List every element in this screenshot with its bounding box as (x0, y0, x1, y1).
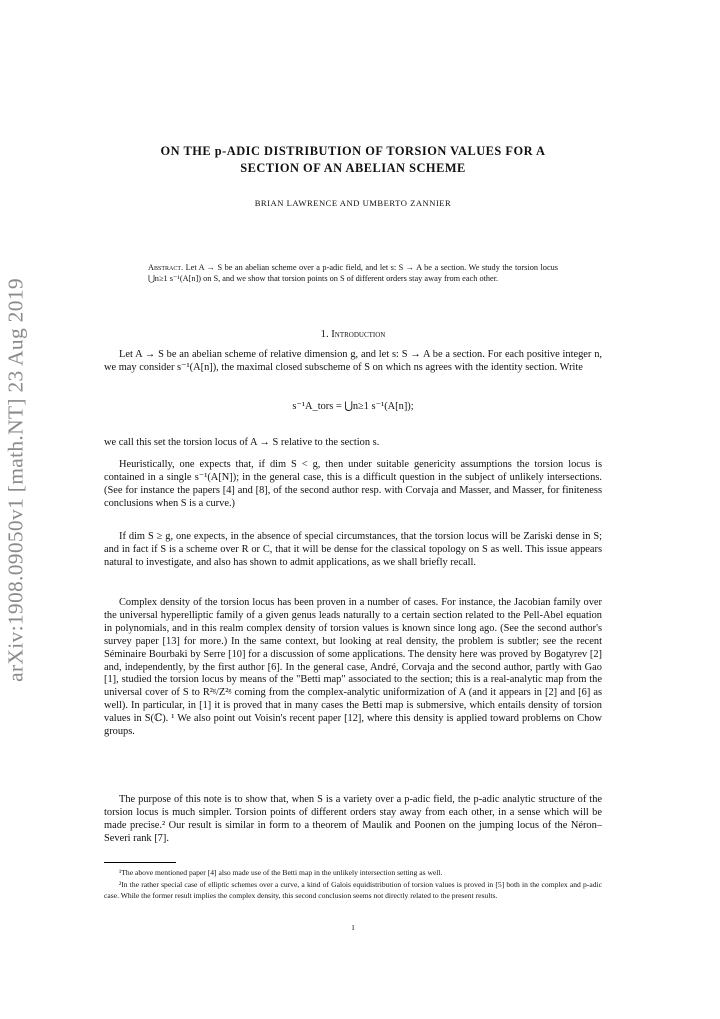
title-line-1: ON THE p-ADIC DISTRIBUTION OF TORSION VALUES FOR A (160, 144, 546, 158)
abstract-text: Let A → S be an abelian scheme over a p-adic field, and let s: S → A be a section. We study the torsion locus ⋃n≥1 s⁻¹(A[n]) on S, and we show that torsion points on S of different orders stay away from each other. (148, 263, 558, 283)
paragraph-density: If dim S ≥ g, one expects, in the absence of special circumstances, that the torsion locus will be Zariski dense in S; and in fact if S is a scheme over R or C, that it will be dense for the classical topology on S as well. This issue appears natural to investigate, and also has shown to admit applications, as we shall briefly recall. (104, 531, 602, 568)
arxiv-id-text: arXiv:1908.09050v1 [math.NT] 23 Aug 2019 (3, 278, 28, 682)
title-line-2: SECTION OF AN ABELIAN SCHEME (240, 161, 466, 175)
paragraph-complex-density: Complex density of the torsion locus has been proven in a number of cases. For instance, the Jacobian family over the universal hyperelliptic family of a given genus leads naturally to a certain section related to the Pell-Abel equation in polynomials, and in this realm complex density of torsion values is known since long ago. (See the second author's survey paper [13] for more.) In the same context, but looking at real density, the problem is subtler; see the recent Séminaire Bourbaki by Serre [10] for a discussion of some applications. The density here was proved by Bogatyrev [2] and, independently, by the first author [6]. In the general case, André, Corvaja and the second author, partly with Gao [1], studied the torsion locus by means of the "Betti map" associated to the section; this is a real-analytic map from the universal cover of S to R²ᵍ/Z²ᵍ coming from the complex-analytic uniformization of A (and it appears in [2] and [6] as well). In particular, in [1] it is proved that in many cases the Betti map is submersive, which entails density of torsion values in S(ℂ). ¹ We also point out Voisin's recent paper [12], where this density is applied toward problems on Chow groups. (104, 597, 602, 738)
footnote-rule (104, 862, 176, 863)
footnote-2: ²In the rather special case of elliptic schemes over a curve, a kind of Galois equidistribution of torsion values is proved in [5] both in the complex and p-adic case. While the former result implies the complex density, this second conclusion seems not directly related to the present results. (104, 880, 602, 900)
paper-title (104, 143, 602, 177)
abstract-block (148, 262, 558, 284)
footnote-1: ¹The above mentioned paper [4] also made use of the Betti map in the unlikely intersection setting as well. (119, 868, 443, 877)
display-equation: s⁻¹A_tors = ⋃n≥1 s⁻¹(A[n]); (292, 401, 414, 412)
section-heading: 1. Introduction (320, 329, 386, 340)
page-number: 1 (351, 923, 355, 932)
paragraph-purpose: The purpose of this note is to show that, when S is a variety over a p-adic field, the p-adic analytic structure of the torsion locus is much simpler. Torsion points of different orders stay away from each other, in a sense which will be made precise.² Our result is similar in form to a theorem of Maulik and Poonen on the jumping locus of the Néron–Severi rank [7]. (104, 794, 602, 844)
paper-authors: BRIAN LAWRENCE AND UMBERTO ZANNIER (254, 198, 452, 208)
intro-paragraph-1: Let A → S be an abelian scheme of relative dimension g, and let s: S → A be a section. For each positive integer n, we may consider s⁻¹(A[n]), the maximal closed subscheme of S on which ns agrees with the identity section. Write (104, 349, 602, 373)
intro-paragraph-1b: we call this set the torsion locus of A → S relative to the section s. (104, 437, 380, 448)
paragraph-heuristics: Heuristically, one expects that, if dim S < g, then under suitable genericity assumptions the torsion locus is contained in a single s⁻¹(A[N]); in the general case, this is a difficult question in the subject of unlikely intersections. (See for instance the papers [4] and [8], of the second author resp. with Corvaja and Masser, and Masser, for finiteness conclusions when S is a curve.) (104, 459, 602, 509)
abstract-heading: Abstract. (148, 263, 184, 272)
